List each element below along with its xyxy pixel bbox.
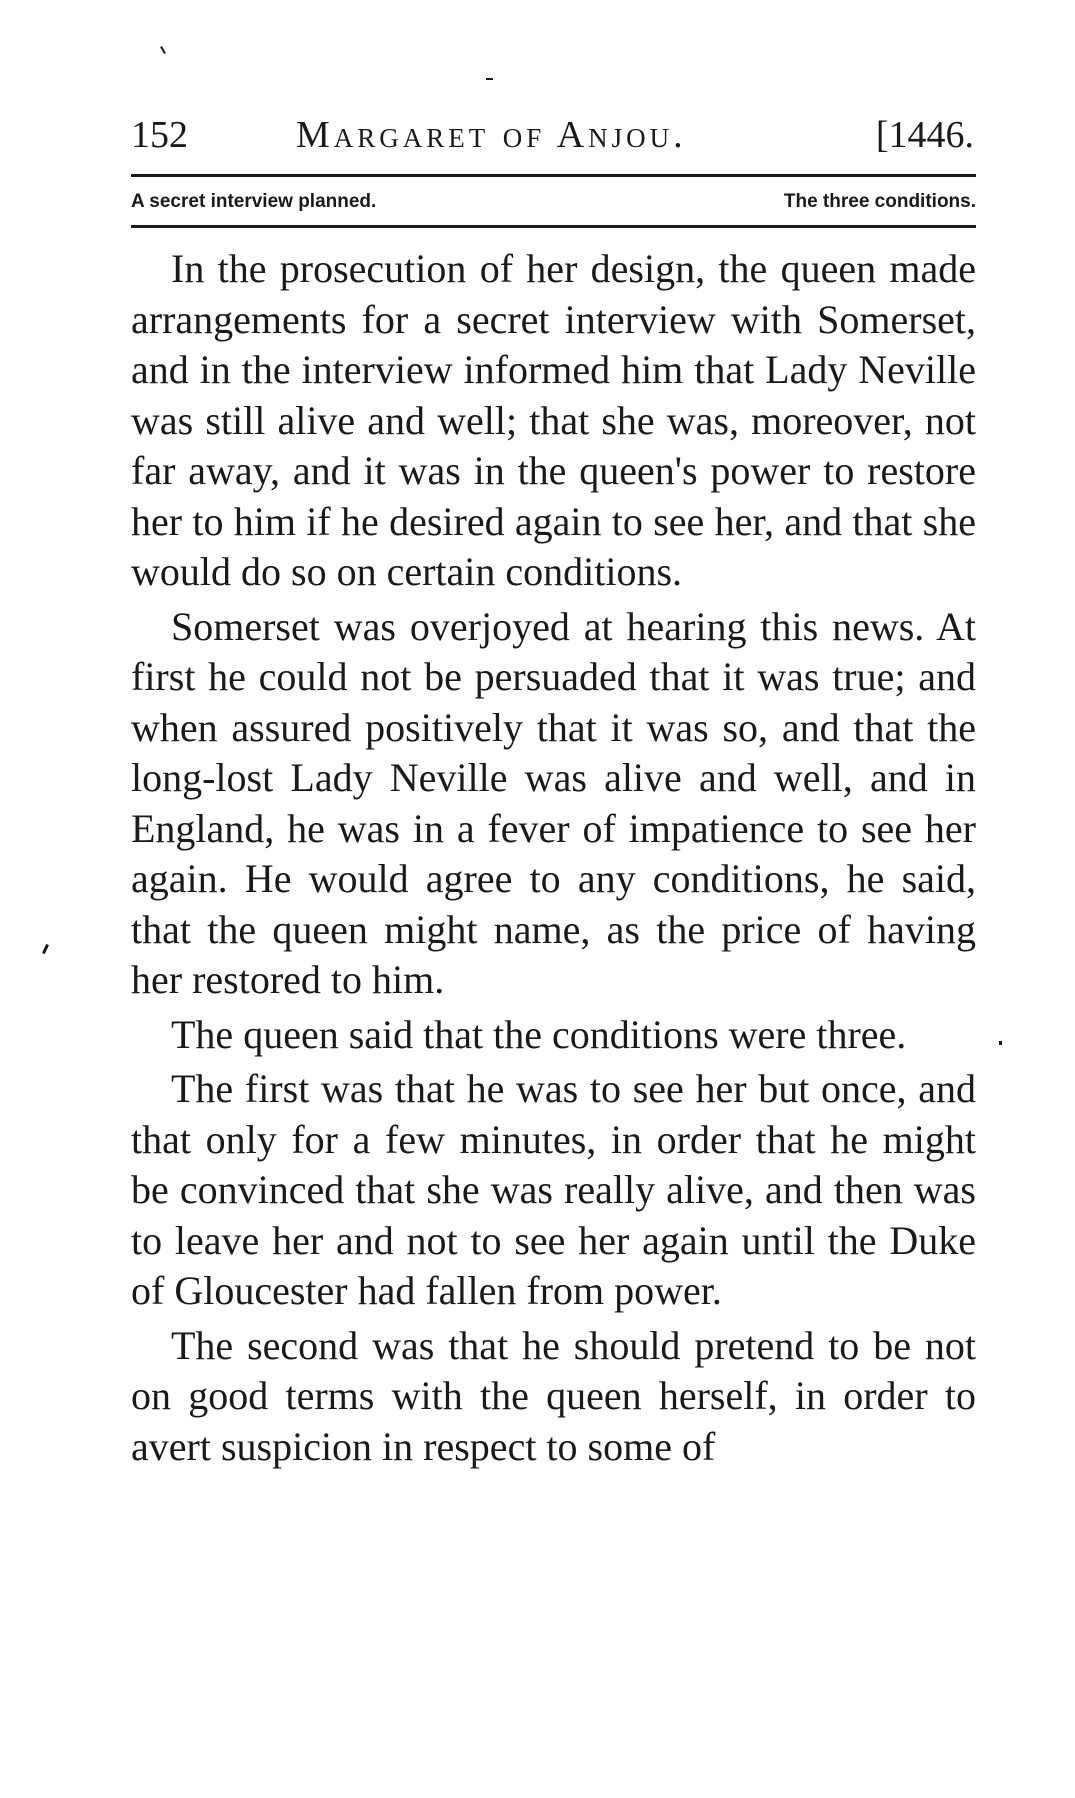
header-year: [1446. xyxy=(875,114,974,156)
sidenote-right: The three conditions. xyxy=(783,191,976,212)
sidenotes xyxy=(131,183,976,221)
running-header xyxy=(131,110,974,160)
header-rule-bottom xyxy=(131,225,976,228)
body-text xyxy=(131,244,976,1476)
page-number: 152 xyxy=(131,114,188,156)
scan-speck xyxy=(486,78,493,80)
header-rule-top xyxy=(131,174,976,177)
scan-speck xyxy=(160,46,166,54)
paragraph: The first was that he was to see her but once, and that only for a few minutes, in order that he might be convinced that she was really alive, and then was to leave her and not to see her again until the Duke of Gloucester had fallen from power. xyxy=(131,1066,976,1313)
paragraph: The second was that he should pretend to be not on good terms with the queen herself, in order to avert suspicion in respect to some of xyxy=(131,1322,976,1469)
running-title: Margaret of Anjou. xyxy=(296,114,687,156)
paragraph: Somerset was overjoyed at hearing this news. At first he could not be persuaded that it was true; and when assured positively that it was so, and that the long-lost Lady Neville was alive and well, and in England, he was in a fever of impatience to see her again. He would agree to any conditions, he said, that the queen might name, as the price of having her restored to him. xyxy=(131,603,976,1002)
sidenote-left: A secret interview planned. xyxy=(131,191,377,212)
scan-speck xyxy=(42,944,49,954)
paragraph: The queen said that the conditions were three. xyxy=(171,1011,907,1057)
scan-speck xyxy=(999,1041,1002,1045)
paragraph: In the prosecution of her design, the queen made arrangements for a secret interview with Somerset, and in the interview informed him that Lady Neville was still alive and well; that she was, moreover, not far away, and it was in the queen's power to restore her to him if he desired again to see her, and that she would do so on certain conditions. xyxy=(131,246,976,594)
